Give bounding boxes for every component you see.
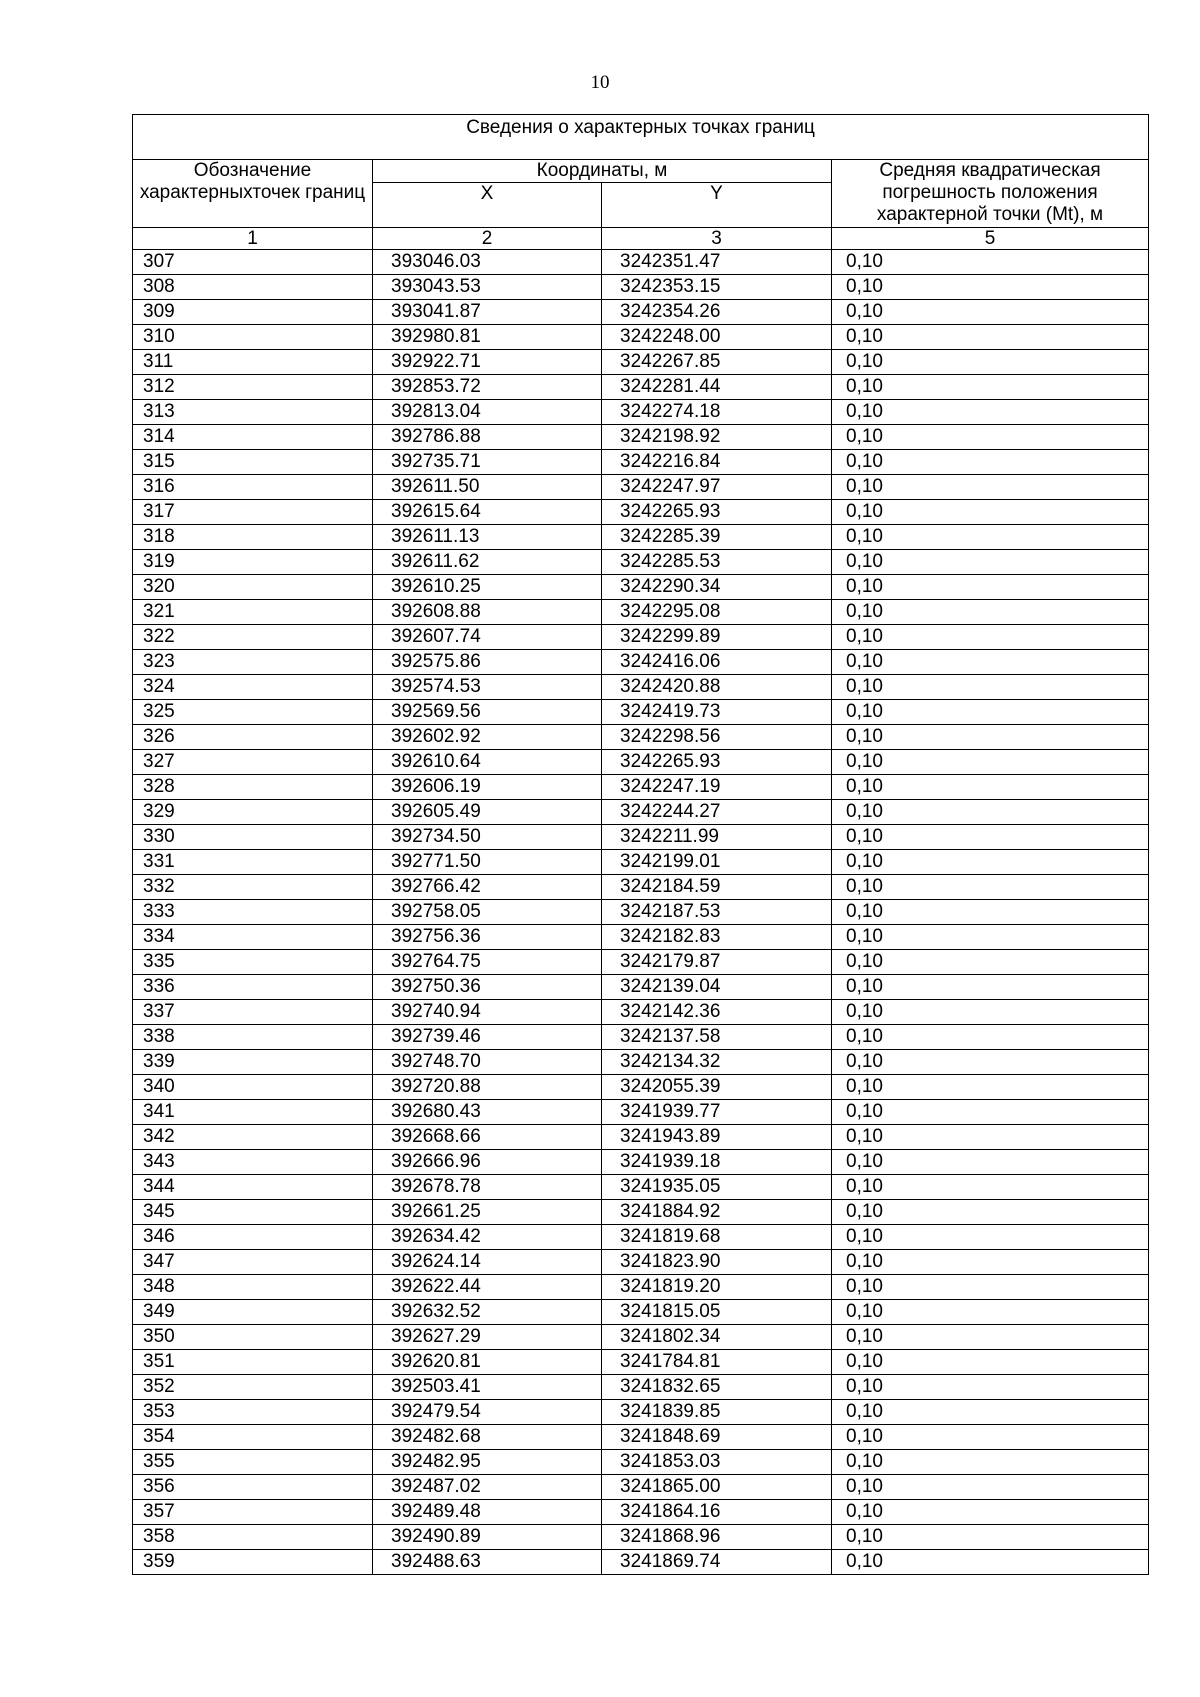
point-number: 314 bbox=[133, 425, 373, 450]
coordinate-x: 392739.46 bbox=[373, 1025, 602, 1050]
coordinate-y: 3242351.47 bbox=[602, 250, 832, 275]
coordinate-y: 3242265.93 bbox=[602, 500, 832, 525]
mean-square-error: 0,10 bbox=[832, 400, 1149, 425]
coordinate-y: 3241848.69 bbox=[602, 1425, 832, 1450]
coordinate-x: 392611.13 bbox=[373, 525, 602, 550]
page-number: 10 bbox=[590, 72, 610, 93]
mean-square-error: 0,10 bbox=[832, 1025, 1149, 1050]
point-number: 332 bbox=[133, 875, 373, 900]
coordinate-x: 392735.71 bbox=[373, 450, 602, 475]
point-number: 357 bbox=[133, 1500, 373, 1525]
mean-square-error: 0,10 bbox=[832, 1400, 1149, 1425]
coordinate-y: 3241943.89 bbox=[602, 1125, 832, 1150]
table-row bbox=[133, 900, 1149, 925]
mean-square-error: 0,10 bbox=[832, 625, 1149, 650]
mean-square-error: 0,10 bbox=[832, 475, 1149, 500]
table-row bbox=[133, 250, 1149, 275]
point-number: 312 bbox=[133, 375, 373, 400]
coordinate-x: 392634.42 bbox=[373, 1225, 602, 1250]
table-row bbox=[133, 575, 1149, 600]
coordinate-y: 3241815.05 bbox=[602, 1300, 832, 1325]
coordinate-x: 392479.54 bbox=[373, 1400, 602, 1425]
coordinate-x: 392611.62 bbox=[373, 550, 602, 575]
coordinate-x: 392813.04 bbox=[373, 400, 602, 425]
table-row bbox=[133, 775, 1149, 800]
table-row bbox=[133, 750, 1149, 775]
mean-square-error: 0,10 bbox=[832, 725, 1149, 750]
table-row bbox=[133, 475, 1149, 500]
point-number: 356 bbox=[133, 1475, 373, 1500]
mean-square-error: 0,10 bbox=[832, 1475, 1149, 1500]
mean-square-error: 0,10 bbox=[832, 925, 1149, 950]
coordinate-x: 392980.81 bbox=[373, 325, 602, 350]
coordinate-y: 3241868.96 bbox=[602, 1525, 832, 1550]
mean-square-error: 0,10 bbox=[832, 1425, 1149, 1450]
coordinate-y: 3242139.04 bbox=[602, 975, 832, 1000]
coordinate-y: 3242244.27 bbox=[602, 800, 832, 825]
mean-square-error: 0,10 bbox=[832, 425, 1149, 450]
point-number: 322 bbox=[133, 625, 373, 650]
coordinate-x: 392666.96 bbox=[373, 1150, 602, 1175]
point-number: 338 bbox=[133, 1025, 373, 1050]
table-row bbox=[133, 1450, 1149, 1475]
point-number: 321 bbox=[133, 600, 373, 625]
column-number-1: 1 bbox=[133, 228, 373, 250]
point-number: 313 bbox=[133, 400, 373, 425]
header-error: Средняя квадратическая погрешность положения характерной точки (Mt), м bbox=[832, 160, 1149, 228]
coordinate-x: 392606.19 bbox=[373, 775, 602, 800]
coordinate-y: 3242182.83 bbox=[602, 925, 832, 950]
table-row bbox=[133, 350, 1149, 375]
mean-square-error: 0,10 bbox=[832, 1075, 1149, 1100]
table-row bbox=[133, 1350, 1149, 1375]
table-row bbox=[133, 1325, 1149, 1350]
mean-square-error: 0,10 bbox=[832, 1450, 1149, 1475]
coordinate-x: 392771.50 bbox=[373, 850, 602, 875]
coordinate-x: 392764.75 bbox=[373, 950, 602, 975]
table-row bbox=[133, 550, 1149, 575]
point-number: 341 bbox=[133, 1100, 373, 1125]
mean-square-error: 0,10 bbox=[832, 775, 1149, 800]
table-row bbox=[133, 1475, 1149, 1500]
coordinate-y: 3241819.68 bbox=[602, 1225, 832, 1250]
table-row bbox=[133, 375, 1149, 400]
coordinate-y: 3242281.44 bbox=[602, 375, 832, 400]
point-number: 348 bbox=[133, 1275, 373, 1300]
point-number: 325 bbox=[133, 700, 373, 725]
mean-square-error: 0,10 bbox=[832, 1100, 1149, 1125]
mean-square-error: 0,10 bbox=[832, 875, 1149, 900]
coordinate-x: 392482.68 bbox=[373, 1425, 602, 1450]
point-number: 318 bbox=[133, 525, 373, 550]
point-number: 347 bbox=[133, 1250, 373, 1275]
coordinate-y: 3242416.06 bbox=[602, 650, 832, 675]
coordinate-x: 392786.88 bbox=[373, 425, 602, 450]
table-row bbox=[133, 1400, 1149, 1425]
mean-square-error: 0,10 bbox=[832, 1500, 1149, 1525]
coordinate-y: 3242353.15 bbox=[602, 275, 832, 300]
point-number: 331 bbox=[133, 850, 373, 875]
coordinate-y: 3242285.39 bbox=[602, 525, 832, 550]
coordinate-y: 3241869.74 bbox=[602, 1550, 832, 1575]
table-row bbox=[133, 400, 1149, 425]
point-number: 351 bbox=[133, 1350, 373, 1375]
mean-square-error: 0,10 bbox=[832, 275, 1149, 300]
point-number: 311 bbox=[133, 350, 373, 375]
coordinate-x: 392569.56 bbox=[373, 700, 602, 725]
point-number: 355 bbox=[133, 1450, 373, 1475]
mean-square-error: 0,10 bbox=[832, 700, 1149, 725]
coordinate-x: 392489.48 bbox=[373, 1500, 602, 1525]
table-row bbox=[133, 625, 1149, 650]
table-row bbox=[133, 1025, 1149, 1050]
coordinate-x: 393041.87 bbox=[373, 300, 602, 325]
coordinate-x: 392490.89 bbox=[373, 1525, 602, 1550]
coordinate-y: 3242142.36 bbox=[602, 1000, 832, 1025]
coordinate-y: 3242267.85 bbox=[602, 350, 832, 375]
coordinate-x: 392602.92 bbox=[373, 725, 602, 750]
boundary-points-table bbox=[132, 114, 1149, 1575]
coordinate-y: 3241823.90 bbox=[602, 1250, 832, 1275]
coordinate-x: 392632.52 bbox=[373, 1300, 602, 1325]
coordinate-x: 392748.70 bbox=[373, 1050, 602, 1075]
point-number: 310 bbox=[133, 325, 373, 350]
mean-square-error: 0,10 bbox=[832, 550, 1149, 575]
point-number: 333 bbox=[133, 900, 373, 925]
table-row bbox=[133, 725, 1149, 750]
table-row bbox=[133, 1125, 1149, 1150]
coordinate-y: 3241935.05 bbox=[602, 1175, 832, 1200]
point-number: 344 bbox=[133, 1175, 373, 1200]
mean-square-error: 0,10 bbox=[832, 450, 1149, 475]
coordinate-x: 392661.25 bbox=[373, 1200, 602, 1225]
coordinate-x: 392720.88 bbox=[373, 1075, 602, 1100]
coordinate-x: 392734.50 bbox=[373, 825, 602, 850]
mean-square-error: 0,10 bbox=[832, 1325, 1149, 1350]
point-number: 343 bbox=[133, 1150, 373, 1175]
table-row bbox=[133, 650, 1149, 675]
mean-square-error: 0,10 bbox=[832, 1275, 1149, 1300]
coordinate-x: 392608.88 bbox=[373, 600, 602, 625]
table-row bbox=[133, 425, 1149, 450]
coordinate-y: 3242420.88 bbox=[602, 675, 832, 700]
point-number: 342 bbox=[133, 1125, 373, 1150]
table-row bbox=[133, 1250, 1149, 1275]
coordinate-y: 3242299.89 bbox=[602, 625, 832, 650]
coordinate-y: 3241802.34 bbox=[602, 1325, 832, 1350]
table-row bbox=[133, 275, 1149, 300]
table-row bbox=[133, 450, 1149, 475]
point-number: 353 bbox=[133, 1400, 373, 1425]
coordinate-x: 392615.64 bbox=[373, 500, 602, 525]
coordinate-y: 3241939.18 bbox=[602, 1150, 832, 1175]
mean-square-error: 0,10 bbox=[832, 1050, 1149, 1075]
coordinate-y: 3242247.19 bbox=[602, 775, 832, 800]
table-row bbox=[133, 1075, 1149, 1100]
point-number: 329 bbox=[133, 800, 373, 825]
table-row bbox=[133, 1225, 1149, 1250]
table-title: Сведения о характерных точках границ bbox=[133, 115, 1149, 160]
table-row bbox=[133, 1525, 1149, 1550]
table-row bbox=[133, 950, 1149, 975]
table-row bbox=[133, 975, 1149, 1000]
point-number: 327 bbox=[133, 750, 373, 775]
coordinate-y: 3242419.73 bbox=[602, 700, 832, 725]
column-number-5: 5 bbox=[832, 228, 1149, 250]
mean-square-error: 0,10 bbox=[832, 850, 1149, 875]
coordinate-y: 3242055.39 bbox=[602, 1075, 832, 1100]
coordinate-x: 392620.81 bbox=[373, 1350, 602, 1375]
coordinate-y: 3242290.34 bbox=[602, 575, 832, 600]
mean-square-error: 0,10 bbox=[832, 1250, 1149, 1275]
table-row bbox=[133, 825, 1149, 850]
coordinate-x: 392922.71 bbox=[373, 350, 602, 375]
point-number: 340 bbox=[133, 1075, 373, 1100]
mean-square-error: 0,10 bbox=[832, 1525, 1149, 1550]
table-row bbox=[133, 1050, 1149, 1075]
point-number: 324 bbox=[133, 675, 373, 700]
mean-square-error: 0,10 bbox=[832, 800, 1149, 825]
mean-square-error: 0,10 bbox=[832, 675, 1149, 700]
table-row bbox=[133, 700, 1149, 725]
mean-square-error: 0,10 bbox=[832, 1000, 1149, 1025]
coordinate-y: 3242198.92 bbox=[602, 425, 832, 450]
coordinate-y: 3241884.92 bbox=[602, 1200, 832, 1225]
point-number: 349 bbox=[133, 1300, 373, 1325]
table-row bbox=[133, 800, 1149, 825]
coordinate-x: 392610.64 bbox=[373, 750, 602, 775]
coordinate-y: 3242134.32 bbox=[602, 1050, 832, 1075]
header-coordinates: Координаты, м bbox=[373, 160, 832, 183]
point-number: 323 bbox=[133, 650, 373, 675]
table-row bbox=[133, 850, 1149, 875]
coordinate-x: 392574.53 bbox=[373, 675, 602, 700]
coordinate-y: 3242247.97 bbox=[602, 475, 832, 500]
coordinate-x: 392756.36 bbox=[373, 925, 602, 950]
mean-square-error: 0,10 bbox=[832, 1200, 1149, 1225]
point-number: 328 bbox=[133, 775, 373, 800]
coordinate-y: 3241832.65 bbox=[602, 1375, 832, 1400]
table-row bbox=[133, 675, 1149, 700]
point-number: 309 bbox=[133, 300, 373, 325]
coordinate-y: 3241864.16 bbox=[602, 1500, 832, 1525]
mean-square-error: 0,10 bbox=[832, 825, 1149, 850]
mean-square-error: 0,10 bbox=[832, 1225, 1149, 1250]
table-row bbox=[133, 1175, 1149, 1200]
coordinate-x: 392668.66 bbox=[373, 1125, 602, 1150]
point-number: 330 bbox=[133, 825, 373, 850]
table-row bbox=[133, 1000, 1149, 1025]
point-number: 335 bbox=[133, 950, 373, 975]
point-number: 315 bbox=[133, 450, 373, 475]
coordinate-y: 3242184.59 bbox=[602, 875, 832, 900]
table-row bbox=[133, 1300, 1149, 1325]
coordinate-x: 392487.02 bbox=[373, 1475, 602, 1500]
coordinate-y: 3242298.56 bbox=[602, 725, 832, 750]
point-number: 339 bbox=[133, 1050, 373, 1075]
mean-square-error: 0,10 bbox=[832, 575, 1149, 600]
coordinate-y: 3241784.81 bbox=[602, 1350, 832, 1375]
mean-square-error: 0,10 bbox=[832, 250, 1149, 275]
header-x: X bbox=[373, 183, 602, 228]
mean-square-error: 0,10 bbox=[832, 1300, 1149, 1325]
coordinate-x: 392611.50 bbox=[373, 475, 602, 500]
coordinate-x: 392740.94 bbox=[373, 1000, 602, 1025]
coordinate-y: 3242274.18 bbox=[602, 400, 832, 425]
point-number: 354 bbox=[133, 1425, 373, 1450]
mean-square-error: 0,10 bbox=[832, 975, 1149, 1000]
mean-square-error: 0,10 bbox=[832, 350, 1149, 375]
mean-square-error: 0,10 bbox=[832, 1375, 1149, 1400]
point-number: 337 bbox=[133, 1000, 373, 1025]
mean-square-error: 0,10 bbox=[832, 325, 1149, 350]
table-row bbox=[133, 1550, 1149, 1575]
coordinate-y: 3242265.93 bbox=[602, 750, 832, 775]
table-row bbox=[133, 1425, 1149, 1450]
table-row bbox=[133, 875, 1149, 900]
coordinate-y: 3242179.87 bbox=[602, 950, 832, 975]
table-row bbox=[133, 1375, 1149, 1400]
mean-square-error: 0,10 bbox=[832, 1150, 1149, 1175]
coordinate-x: 392605.49 bbox=[373, 800, 602, 825]
table-row bbox=[133, 1150, 1149, 1175]
coordinate-y: 3242248.00 bbox=[602, 325, 832, 350]
coordinate-x: 392627.29 bbox=[373, 1325, 602, 1350]
coordinate-x: 393046.03 bbox=[373, 250, 602, 275]
coordinate-x: 392853.72 bbox=[373, 375, 602, 400]
coordinate-y: 3241853.03 bbox=[602, 1450, 832, 1475]
mean-square-error: 0,10 bbox=[832, 600, 1149, 625]
mean-square-error: 0,10 bbox=[832, 525, 1149, 550]
header-designation: Обозначение характерныхточек границ bbox=[133, 160, 373, 228]
table-row bbox=[133, 500, 1149, 525]
mean-square-error: 0,10 bbox=[832, 1175, 1149, 1200]
coordinate-y: 3242295.08 bbox=[602, 600, 832, 625]
table-row bbox=[133, 1100, 1149, 1125]
mean-square-error: 0,10 bbox=[832, 1125, 1149, 1150]
table-row bbox=[133, 600, 1149, 625]
table-body bbox=[133, 250, 1149, 1575]
point-number: 320 bbox=[133, 575, 373, 600]
point-number: 359 bbox=[133, 1550, 373, 1575]
coordinate-x: 392678.78 bbox=[373, 1175, 602, 1200]
point-number: 307 bbox=[133, 250, 373, 275]
table-row bbox=[133, 1500, 1149, 1525]
column-number-3: 3 bbox=[602, 228, 832, 250]
table-row bbox=[133, 525, 1149, 550]
coordinate-y: 3242137.58 bbox=[602, 1025, 832, 1050]
mean-square-error: 0,10 bbox=[832, 1550, 1149, 1575]
table-row bbox=[133, 1275, 1149, 1300]
point-number: 319 bbox=[133, 550, 373, 575]
coordinate-x: 392622.44 bbox=[373, 1275, 602, 1300]
point-number: 316 bbox=[133, 475, 373, 500]
coordinate-x: 392680.43 bbox=[373, 1100, 602, 1125]
coordinate-y: 3242285.53 bbox=[602, 550, 832, 575]
coordinate-x: 392482.95 bbox=[373, 1450, 602, 1475]
point-number: 326 bbox=[133, 725, 373, 750]
point-number: 345 bbox=[133, 1200, 373, 1225]
table-row bbox=[133, 325, 1149, 350]
coordinate-y: 3241839.85 bbox=[602, 1400, 832, 1425]
coordinate-y: 3241819.20 bbox=[602, 1275, 832, 1300]
coordinate-x: 392575.86 bbox=[373, 650, 602, 675]
point-number: 334 bbox=[133, 925, 373, 950]
point-number: 350 bbox=[133, 1325, 373, 1350]
mean-square-error: 0,10 bbox=[832, 750, 1149, 775]
table-row bbox=[133, 1200, 1149, 1225]
point-number: 352 bbox=[133, 1375, 373, 1400]
header-y: Y bbox=[602, 183, 832, 228]
coordinate-x: 393043.53 bbox=[373, 275, 602, 300]
coordinate-y: 3241939.77 bbox=[602, 1100, 832, 1125]
coordinate-x: 392750.36 bbox=[373, 975, 602, 1000]
coordinate-x: 392610.25 bbox=[373, 575, 602, 600]
table-row bbox=[133, 300, 1149, 325]
mean-square-error: 0,10 bbox=[832, 500, 1149, 525]
point-number: 317 bbox=[133, 500, 373, 525]
mean-square-error: 0,10 bbox=[832, 1350, 1149, 1375]
mean-square-error: 0,10 bbox=[832, 650, 1149, 675]
mean-square-error: 0,10 bbox=[832, 900, 1149, 925]
point-number: 336 bbox=[133, 975, 373, 1000]
mean-square-error: 0,10 bbox=[832, 950, 1149, 975]
point-number: 346 bbox=[133, 1225, 373, 1250]
coordinate-y: 3242354.26 bbox=[602, 300, 832, 325]
column-number-2: 2 bbox=[373, 228, 602, 250]
mean-square-error: 0,10 bbox=[832, 300, 1149, 325]
coordinate-x: 392766.42 bbox=[373, 875, 602, 900]
point-number: 358 bbox=[133, 1525, 373, 1550]
coordinate-y: 3242211.99 bbox=[602, 825, 832, 850]
coordinate-x: 392624.14 bbox=[373, 1250, 602, 1275]
point-number: 308 bbox=[133, 275, 373, 300]
coordinate-x: 392488.63 bbox=[373, 1550, 602, 1575]
table-row bbox=[133, 925, 1149, 950]
coordinate-x: 392607.74 bbox=[373, 625, 602, 650]
coordinate-x: 392503.41 bbox=[373, 1375, 602, 1400]
coordinate-y: 3242216.84 bbox=[602, 450, 832, 475]
coordinate-y: 3242187.53 bbox=[602, 900, 832, 925]
mean-square-error: 0,10 bbox=[832, 375, 1149, 400]
coordinate-y: 3242199.01 bbox=[602, 850, 832, 875]
coordinate-y: 3241865.00 bbox=[602, 1475, 832, 1500]
coordinate-x: 392758.05 bbox=[373, 900, 602, 925]
